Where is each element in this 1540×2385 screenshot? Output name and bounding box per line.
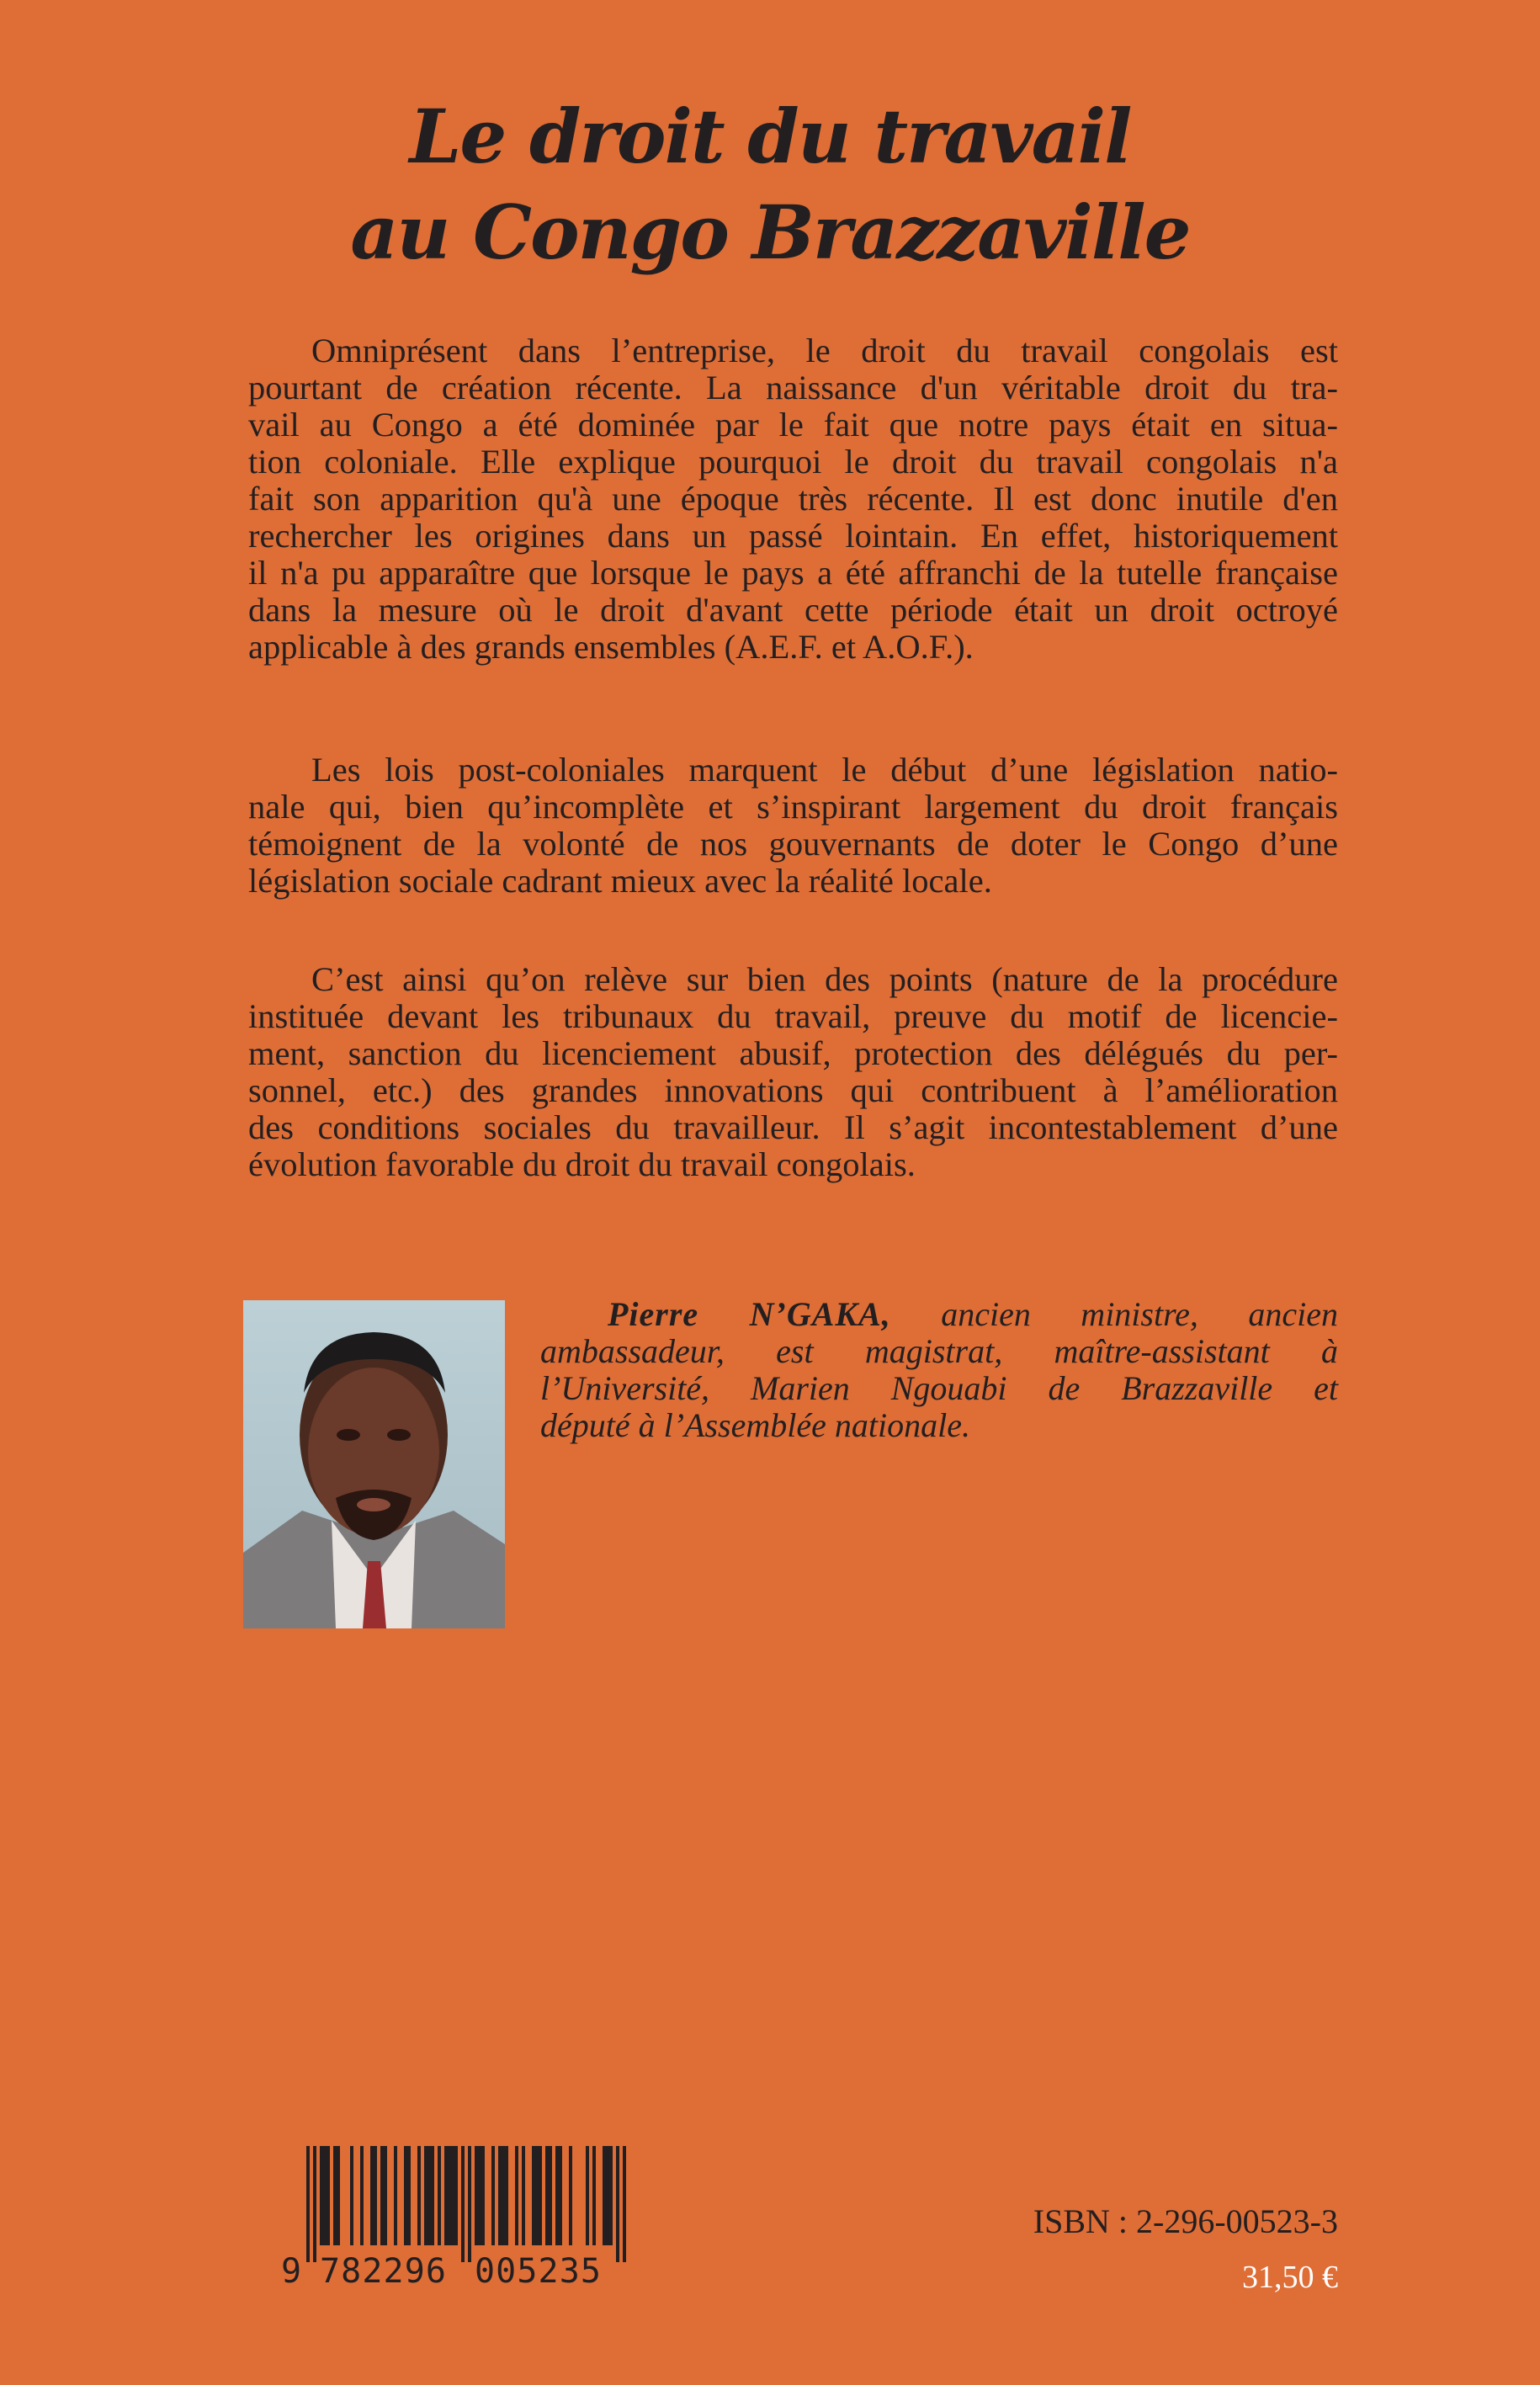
author-photo — [243, 1300, 505, 1628]
barcode-bar — [327, 2146, 330, 2245]
barcode-bar — [451, 2146, 454, 2245]
barcode-bar — [404, 2146, 407, 2245]
author-bio-line: ambassadeur, est magistrat, maître-assistant à — [540, 1332, 1338, 1370]
isbn-barcode — [278, 2146, 640, 2289]
barcode-bar — [515, 2146, 518, 2245]
paragraph-line: C’est ainsi qu’on relève sur bien des points (nature de la procédure — [311, 960, 1338, 998]
barcode-bar — [444, 2146, 448, 2245]
barcode-bar — [370, 2146, 374, 2245]
barcode-bar — [431, 2146, 434, 2245]
barcode-bar — [448, 2146, 451, 2245]
barcode-bar — [481, 2146, 485, 2245]
barcode-bar — [491, 2146, 495, 2245]
summary-paragraph-3 — [248, 961, 1338, 1183]
barcode-bar — [417, 2146, 421, 2245]
paragraph-line: il n'a pu apparaître que lorsque le pays a été affranchi de la tutelle française — [248, 554, 1338, 592]
barcode-bar — [478, 2146, 481, 2245]
barcode-bar — [502, 2146, 505, 2245]
paragraph-line: évolution favorable du droit du travail congolais. — [248, 1145, 916, 1183]
paragraph-line: pourtant de création récente. La naissance d'un véritable droit du tra- — [248, 369, 1338, 406]
author-bio — [540, 1296, 1338, 1444]
barcode-bar — [505, 2146, 508, 2245]
barcode-bar — [320, 2146, 323, 2245]
barcode-bar — [360, 2146, 364, 2245]
barcode-bar — [586, 2146, 589, 2245]
paragraph-line: législation sociale cadrant mieux avec la réalité locale. — [248, 862, 992, 900]
barcode-bar — [468, 2146, 471, 2262]
barcode-bar — [535, 2146, 539, 2245]
barcode-bar — [323, 2146, 327, 2245]
paragraph-line: témoignent de la volonté de nos gouvernants de doter le Congo d’une — [248, 825, 1338, 863]
summary-paragraph-1 — [248, 332, 1338, 666]
paragraph-line: Omniprésent dans l’entreprise, le droit du travail congolais est — [311, 332, 1338, 369]
barcode-bar — [522, 2146, 525, 2245]
paragraph-line: applicable à des grands ensembles (A.E.F. et A.O.F.). — [248, 628, 974, 666]
paragraph-line: des conditions sociales du travailleur. Il s’agit incontestablement d’une — [248, 1108, 1338, 1146]
barcode-bar — [609, 2146, 613, 2245]
barcode-bar — [555, 2146, 559, 2245]
paragraph-line: nale qui, bien qu’incomplète et s’inspirant largement du droit français — [248, 788, 1338, 826]
paragraph-line: rechercher les origines dans un passé lointain. En effet, historiquement — [248, 517, 1338, 555]
barcode-bar — [539, 2146, 542, 2245]
barcode-bar — [350, 2146, 353, 2245]
barcode-bar — [407, 2146, 411, 2245]
paragraph-line: vail au Congo a été dominée par le fait que notre pays était en situa- — [248, 406, 1338, 444]
author-bio-line: l’Université, Marien Ngouabi de Brazzaville et — [540, 1369, 1338, 1407]
barcode-bar — [306, 2146, 310, 2262]
barcode-bar — [606, 2146, 609, 2245]
isbn-number: ISBN : 2-296-00523-3 — [1033, 2202, 1338, 2240]
book-title-line-2: au Congo Brazzaville — [350, 189, 1190, 276]
barcode-bar — [559, 2146, 562, 2245]
barcode-bar — [549, 2146, 552, 2245]
author-bio-line — [540, 1296, 1338, 1333]
book-title-line-1: Le droit du travail — [409, 93, 1131, 180]
author-name: Pierre N’GAKA, — [608, 1295, 891, 1333]
barcode-bar — [337, 2146, 340, 2245]
barcode-digits: 9 — [281, 2252, 302, 2289]
paragraph-line: tion coloniale. Elle explique pourquoi le droit du travail congolais n'a — [248, 443, 1338, 481]
barcode-bar — [545, 2146, 549, 2245]
barcode-bar — [384, 2146, 387, 2245]
barcode-bar — [461, 2146, 465, 2262]
barcode-bar — [438, 2146, 441, 2245]
paragraph-line: sonnel, etc.) des grandes innovations qui contribuent à l’amélioration — [248, 1071, 1338, 1109]
paragraph-line: fait son apparition qu'à une époque très récente. Il est donc inutile d'en — [248, 480, 1338, 518]
barcode-bar — [475, 2146, 478, 2245]
price: 31,50 € — [1242, 2260, 1338, 2295]
barcode-bar — [424, 2146, 427, 2245]
barcode-digits: 782296 — [320, 2252, 446, 2289]
barcode-bar — [532, 2146, 535, 2245]
barcode-bar — [333, 2146, 337, 2245]
barcode-bar — [313, 2146, 316, 2262]
barcode-bar — [427, 2146, 431, 2245]
barcode-bar — [623, 2146, 626, 2262]
paragraph-line: instituée devant les tribunaux du travail, preuve du motif de licencie- — [248, 997, 1338, 1035]
barcode-bar — [374, 2146, 377, 2245]
barcode-bar — [394, 2146, 397, 2245]
paragraph-line: ment, sanction du licenciement abusif, protection des délégués du per- — [248, 1034, 1338, 1072]
summary-paragraph-2 — [248, 752, 1338, 900]
barcode-bar — [380, 2146, 384, 2245]
paragraph-line: Les lois post-coloniales marquent le début d’une législation natio- — [311, 751, 1338, 789]
barcode-bar — [592, 2146, 596, 2245]
author-bio-first: ancien ministre, ancien — [890, 1295, 1338, 1333]
barcode-bar — [603, 2146, 606, 2245]
author-bio-line: député à l’Assemblée nationale. — [540, 1406, 970, 1444]
barcode-bar — [454, 2146, 458, 2245]
barcode-bar — [569, 2146, 572, 2245]
barcode-bar — [498, 2146, 502, 2245]
barcode-digits: 005235 — [475, 2252, 601, 2289]
barcode-bar — [616, 2146, 619, 2262]
paragraph-line: dans la mesure où le droit d'avant cette période était un droit octroyé — [248, 591, 1338, 629]
